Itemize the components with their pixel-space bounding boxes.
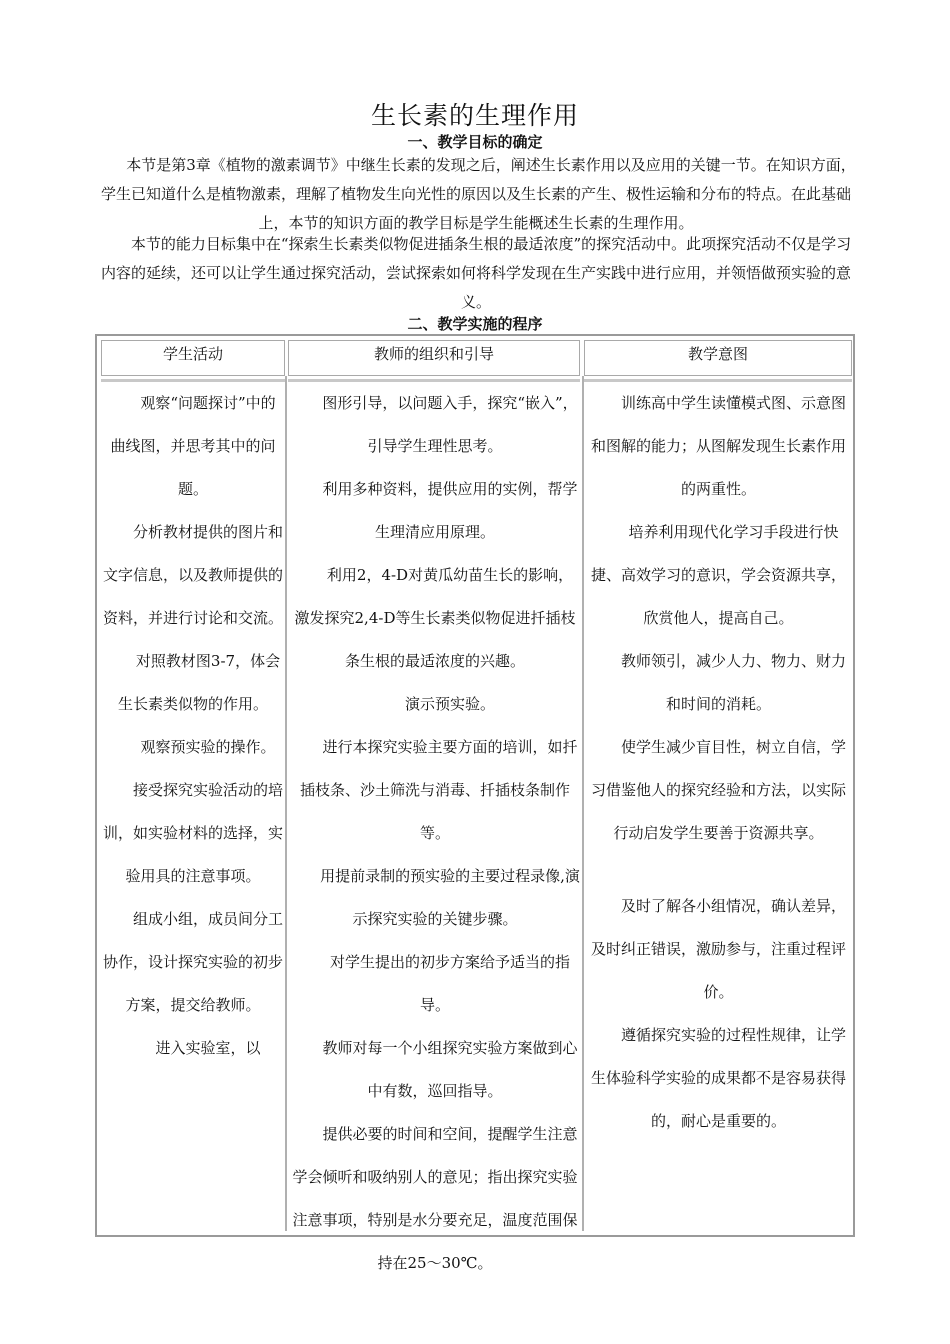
student-activity-column xyxy=(103,382,283,1070)
column-divider xyxy=(582,376,584,1231)
teaching-intent-column xyxy=(586,382,851,1143)
teaching-intent-item: 训练高中学生读懂模式图、示意图和图解的能力；从图解发现生长素作用的两重性。 xyxy=(590,394,846,498)
teacher-guidance-item: 演示预实验。 xyxy=(404,695,495,713)
intro-paragraph-1: 本节是第3章《植物的激素调节》中继生长素的发现之后，阐述生长素作用以及应用的关键一节。在知识方面，学生已知道什么是植物激素，理解了植物发生向光性的原因以及生长素的产生、极性运输和分布的特点。在此基础上，本节的知识方面的教学目标是学生能概述生长素的生理作用。 xyxy=(100,156,856,232)
teaching-intent-item: 培养利用现代化学习手段进行快捷、高效学习的意识，学会资源共享，欣赏他人，提高自己。 xyxy=(590,523,846,627)
teacher-guidance-item: 对学生提出的初步方案给予适当的指导。 xyxy=(329,953,570,1014)
teacher-guidance-column xyxy=(290,382,580,1285)
section-heading-1: 一、教学目标的确定 xyxy=(407,133,543,151)
teaching-intent-item: 遵循探究实验的过程性规律，让学生体验科学实验的成果都不是容易获得的，耐心是重要的。 xyxy=(590,1026,846,1130)
teacher-guidance-item: 用提前录制的预实验的主要过程录像,演示探究实验的关键步骤。 xyxy=(320,867,580,928)
student-activity-item: 观察“问题探讨”中的曲线图，并思考其中的问题。 xyxy=(110,394,276,498)
header-teaching-intent: 教学意图 xyxy=(584,340,852,376)
student-activity-item: 组成小组，成员间分工协作，设计探究实验的初步方案，提交给教师。 xyxy=(103,910,284,1014)
header-teacher-guidance: 教师的组织和引导 xyxy=(288,340,580,376)
column-divider xyxy=(285,376,287,1231)
teacher-guidance-item: 提供必要的时间和空间，提醒学生注意学会倾听和吸纳别人的意见；指出探究实验注意事项，特别是水分要充足，温度范围保持在25～30℃。 xyxy=(292,1125,578,1272)
procedure-table xyxy=(95,334,855,1272)
teacher-guidance-item: 教师对每一个小组探究实验方案做到心中有数，巡回指导。 xyxy=(322,1039,578,1100)
student-activity-item: 对照教材图3-7，体会生长素类似物的作用。 xyxy=(117,652,281,713)
student-activity-item: 观察预实验的操作。 xyxy=(140,738,276,756)
section-heading-2: 二、教学实施的程序 xyxy=(407,315,543,333)
teaching-intent-item: 及时了解各小组情况，确认差异，及时纠正错误，激励参与，注重过程评价。 xyxy=(590,897,846,1001)
teaching-intent-item: 教师领引，减少人力、物力、财力和时间的消耗。 xyxy=(620,652,846,713)
intro-paragraph-2: 本节的能力目标集中在“探索生长素类似物促进插条生根的最适浓度”的探究活动中。此项探究活动不仅是学习内容的延续，还可以让学生通过探究活动，尝试探索如何将科学发现在生产实践中进行应用，并领悟做预实验的意义。 xyxy=(100,235,852,311)
header-student-activity: 学生活动 xyxy=(101,340,285,376)
teaching-intent-item: 使学生减少盲目性，树立自信，学习借鉴他人的探究经验和方法，以实际行动启发学生要善于资源共享。 xyxy=(590,738,846,842)
student-activity-item: 接受探究实验活动的培训，如实验材料的选择，实验用具的注意事项。 xyxy=(103,781,284,885)
student-activity-item: 分析教材提供的图片和文字信息，以及教师提供的资料，并进行讨论和交流。 xyxy=(103,523,284,627)
document-title: 生长素的生理作用 xyxy=(370,101,579,130)
student-activity-item: 进入实验室，以 xyxy=(155,1039,261,1057)
teacher-guidance-item: 进行本探究实验主要方面的培训，如扦插枝条、沙土筛洗与消毒、扦插枝条制作等。 xyxy=(299,738,578,842)
teacher-guidance-item: 图形引导，以问题入手，探究“嵌入”，引导学生理性思考。 xyxy=(322,394,578,455)
teacher-guidance-item: 利用多种资料，提供应用的实例，帮学生理清应用原理。 xyxy=(322,480,578,541)
teacher-guidance-item: 利用2，4-D对黄瓜幼苗生长的影响，激发探究2,4-D等生长素类似物促进扦插枝条生根的最适浓度的兴趣。 xyxy=(294,566,576,670)
